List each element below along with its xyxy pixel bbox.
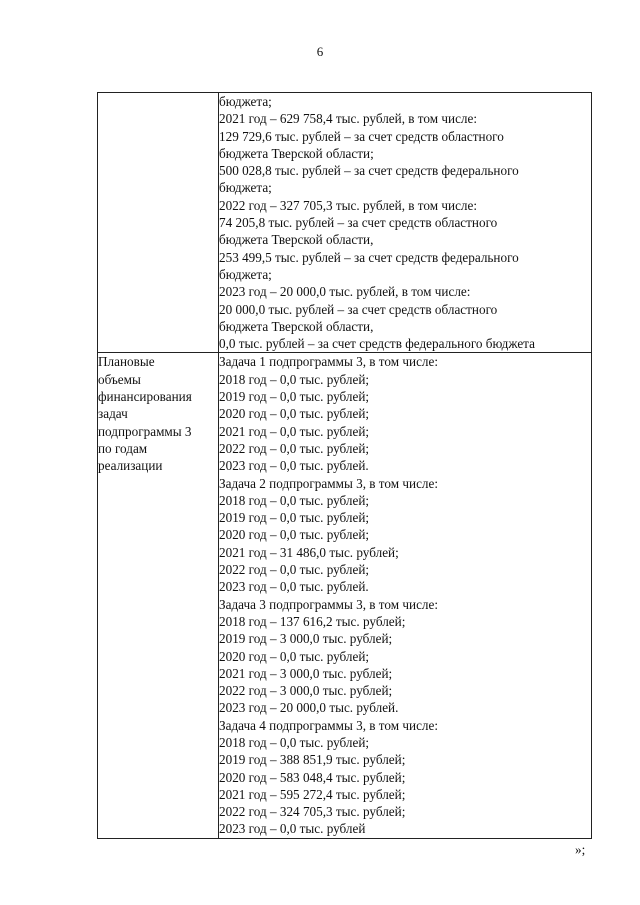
financing-table (97, 92, 592, 839)
text-line: 2021 год – 3 000,0 тыс. рублей; (219, 665, 393, 681)
text-line: 500 028,8 тыс. рублей – за счет средств федерального (219, 163, 519, 179)
text-line: 2022 год – 327 705,3 тыс. рублей, в том числе: (219, 197, 478, 213)
text-line: 20 000,0 тыс. рублей – за счет средств областного (219, 301, 498, 317)
text-line: 2019 год – 0,0 тыс. рублей; (219, 510, 370, 526)
text-line: бюджета; (219, 266, 272, 282)
text-line: 2021 год – 595 272,4 тыс. рублей; (219, 786, 406, 802)
text-line: 253 499,5 тыс. рублей – за счет средств федерального (219, 249, 519, 265)
page-number: 6 (316, 44, 324, 59)
text-line: 2023 год – 0,0 тыс. рублей. (219, 458, 369, 474)
text-line: 2023 год – 0,0 тыс. рублей (219, 821, 366, 837)
text-line: 2023 год – 20 000,0 тыс. рублей. (219, 700, 399, 716)
text-line: бюджета Тверской области, (219, 318, 374, 334)
text-line: 2022 год – 3 000,0 тыс. рублей; (219, 683, 393, 699)
text-line: объемы (98, 371, 141, 387)
text-line: бюджета Тверской области, (219, 232, 374, 248)
text-line: 2022 год – 0,0 тыс. рублей; (219, 440, 370, 456)
text-line: подпрограммы 3 (98, 423, 192, 439)
text-line: 2019 год – 388 851,9 тыс. рублей; (219, 752, 406, 768)
text-line: 74 205,8 тыс. рублей – за счет средств областного (219, 215, 498, 231)
text-line: 2022 год – 0,0 тыс. рублей; (219, 562, 370, 578)
row1-label-cell (98, 93, 219, 353)
text-line: 2021 год – 31 486,0 тыс. рублей; (219, 544, 399, 560)
text-line: 2019 год – 3 000,0 тыс. рублей; (219, 631, 393, 647)
text-line: реализации (98, 458, 163, 474)
text-line: 2018 год – 0,0 тыс. рублей; (219, 371, 370, 387)
text-line: бюджета Тверской области; (219, 145, 374, 161)
text-line: бюджета; (219, 94, 272, 109)
row2-value-cell (219, 353, 592, 838)
row2-label-cell (98, 353, 219, 838)
text-line: 2020 год – 0,0 тыс. рублей; (219, 406, 370, 422)
text-line: 2018 год – 0,0 тыс. рублей; (219, 734, 370, 750)
text-line: Задача 1 подпрограммы 3, в том числе: (219, 354, 439, 370)
text-line: 129 729,6 тыс. рублей – за счет средств областного (219, 128, 504, 144)
text-line: 2018 год – 137 616,2 тыс. рублей; (219, 613, 406, 629)
text-line: Задача 2 подпрограммы 3, в том числе: (219, 475, 439, 491)
closing-quote-mark: »; (575, 842, 586, 857)
table-row (98, 93, 592, 353)
row1-value-cell (219, 93, 592, 353)
text-line: 2020 год – 0,0 тыс. рублей; (219, 648, 370, 664)
text-line: 0,0 тыс. рублей – за счет средств федерального бюджета (219, 336, 535, 352)
text-line: Задача 3 подпрограммы 3, в том числе: (219, 596, 439, 612)
text-line: 2023 год – 20 000,0 тыс. рублей, в том числе: (219, 284, 471, 300)
text-line: по годам (98, 440, 148, 456)
text-line: задач (98, 406, 128, 422)
text-line: 2022 год – 324 705,3 тыс. рублей; (219, 804, 406, 820)
text-line: 2023 год – 0,0 тыс. рублей. (219, 579, 369, 595)
table-row (98, 353, 592, 838)
text-line: финансирования (98, 389, 192, 405)
text-line: 2019 год – 0,0 тыс. рублей; (219, 389, 370, 405)
text-line: Плановые (98, 354, 155, 370)
text-line: бюджета; (219, 180, 272, 196)
text-line: 2020 год – 583 048,4 тыс. рублей; (219, 769, 406, 785)
text-line: Задача 4 подпрограммы 3, в том числе: (219, 717, 439, 733)
text-line: 2021 год – 629 758,4 тыс. рублей, в том числе: (219, 111, 478, 127)
text-line: 2018 год – 0,0 тыс. рублей; (219, 492, 370, 508)
text-line: 2020 год – 0,0 тыс. рублей; (219, 527, 370, 543)
text-line: 2021 год – 0,0 тыс. рублей; (219, 423, 370, 439)
